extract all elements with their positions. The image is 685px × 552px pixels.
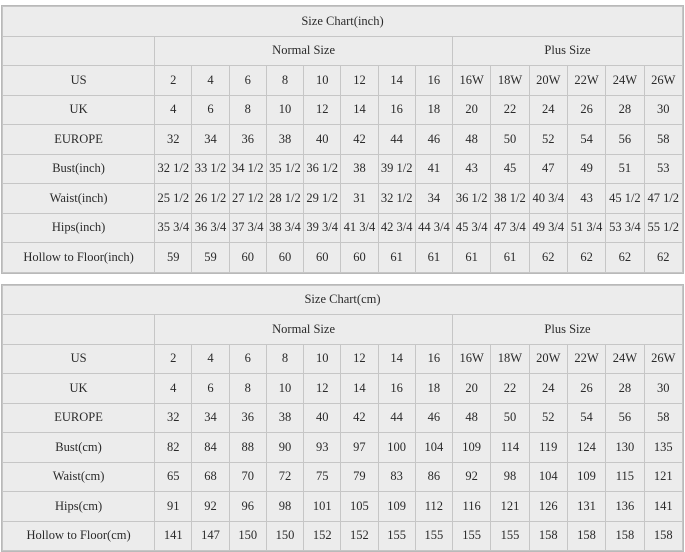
cell: 35 1/2 (266, 154, 303, 184)
cell: 45 (491, 154, 529, 184)
cell: 75 (304, 462, 341, 492)
table-row (3, 66, 683, 96)
cell: 58 (644, 403, 683, 433)
cell: 44 (378, 125, 415, 155)
size-chart-page (0, 5, 685, 534)
cell: 54 (567, 125, 605, 155)
table-row-title (3, 7, 683, 37)
cell: 121 (644, 462, 683, 492)
cell: 42 3/4 (378, 213, 415, 243)
cell: 47 3/4 (491, 213, 529, 243)
cell: 36 3/4 (192, 213, 229, 243)
cell: 40 3/4 (529, 184, 567, 214)
row-label-europe-inch: EUROPE (3, 125, 155, 155)
cell: 41 3/4 (341, 213, 378, 243)
cell: 155 (415, 521, 452, 551)
cell: 136 (606, 492, 644, 522)
cell: 30 (644, 374, 683, 404)
cell: 38 3/4 (266, 213, 303, 243)
table-row (3, 492, 683, 522)
cell: 91 (155, 492, 192, 522)
cell: 34 1/2 (229, 154, 266, 184)
cell: 82 (155, 433, 192, 463)
row-label-us-cm: US (3, 344, 155, 374)
cell: 52 (529, 403, 567, 433)
cell: 70 (229, 462, 266, 492)
table-row (3, 374, 683, 404)
table-row (3, 213, 683, 243)
cell: 10 (304, 66, 341, 96)
cell: 8 (266, 344, 303, 374)
cell: 8 (229, 95, 266, 125)
cell: 60 (304, 243, 341, 273)
cell: 60 (229, 243, 266, 273)
cell: 141 (155, 521, 192, 551)
cell: 39 3/4 (304, 213, 341, 243)
cell: 40 (304, 125, 341, 155)
cell: 44 (378, 403, 415, 433)
chart-title-inch: Size Chart(inch) (3, 7, 683, 37)
cell: 52 (529, 125, 567, 155)
cell: 68 (192, 462, 229, 492)
cell: 20 (453, 374, 491, 404)
cell: 29 1/2 (304, 184, 341, 214)
cell: 48 (453, 125, 491, 155)
cell: 16 (415, 344, 452, 374)
cell: 83 (378, 462, 415, 492)
cell: 126 (529, 492, 567, 522)
cell: 48 (453, 403, 491, 433)
cell: 16W (453, 66, 491, 96)
cell: 50 (491, 125, 529, 155)
cell: 16 (378, 374, 415, 404)
cell: 18 (415, 95, 452, 125)
cell: 150 (266, 521, 303, 551)
cell: 97 (341, 433, 378, 463)
group-header-normal-cm: Normal Size (155, 315, 453, 345)
cell: 6 (192, 95, 229, 125)
cell: 18 (415, 374, 452, 404)
cell: 33 1/2 (192, 154, 229, 184)
cell: 158 (606, 521, 644, 551)
cell: 92 (453, 462, 491, 492)
cell: 141 (644, 492, 683, 522)
cell: 2 (155, 66, 192, 96)
table-row (3, 184, 683, 214)
cell: 34 (192, 403, 229, 433)
cell: 6 (229, 344, 266, 374)
table-row (3, 243, 683, 273)
cell: 22W (567, 66, 605, 96)
cell: 28 (606, 95, 644, 125)
cell: 4 (155, 374, 192, 404)
cell: 79 (341, 462, 378, 492)
cell: 24W (606, 66, 644, 96)
cell: 116 (453, 492, 491, 522)
cell: 10 (304, 344, 341, 374)
cell: 16 (378, 95, 415, 125)
row-label-bust-inch: Bust(inch) (3, 154, 155, 184)
cell: 60 (266, 243, 303, 273)
size-chart-inch-block (1, 5, 684, 274)
cell: 32 1/2 (155, 154, 192, 184)
cell: 43 (453, 154, 491, 184)
cell: 90 (266, 433, 303, 463)
cell: 62 (644, 243, 682, 273)
group-header-normal-inch: Normal Size (155, 36, 453, 66)
table-row (3, 521, 683, 551)
cell: 26W (644, 344, 683, 374)
row-label-uk-inch: UK (3, 95, 155, 125)
cell: 155 (491, 521, 529, 551)
chart-title-cm: Size Chart(cm) (3, 285, 683, 315)
cell: 121 (491, 492, 529, 522)
cell: 104 (529, 462, 567, 492)
cell: 88 (229, 433, 266, 463)
cell: 14 (341, 95, 378, 125)
cell: 56 (606, 125, 644, 155)
cell: 60 (341, 243, 378, 273)
cell: 42 (341, 125, 378, 155)
row-label-bust-cm: Bust(cm) (3, 433, 155, 463)
cell: 62 (606, 243, 644, 273)
table-row (3, 403, 683, 433)
table-row-groups (3, 315, 683, 345)
group-header-plus-inch: Plus Size (453, 36, 683, 66)
cell: 55 1/2 (644, 213, 682, 243)
cell: 158 (644, 521, 683, 551)
cell: 119 (529, 433, 567, 463)
cell: 45 3/4 (453, 213, 491, 243)
cell: 36 1/2 (453, 184, 491, 214)
cell: 28 (606, 374, 644, 404)
cell: 28 1/2 (266, 184, 303, 214)
row-label-waist-cm: Waist(cm) (3, 462, 155, 492)
cell: 112 (415, 492, 452, 522)
cell: 16 (415, 66, 452, 96)
cell: 46 (415, 403, 452, 433)
corner-cell-cm (3, 315, 155, 345)
cell: 22W (567, 344, 605, 374)
cell: 26 1/2 (192, 184, 229, 214)
cell: 36 (229, 403, 266, 433)
cell: 86 (415, 462, 452, 492)
corner-cell-inch (3, 36, 155, 66)
cell: 35 3/4 (155, 213, 192, 243)
table-row (3, 433, 683, 463)
row-label-hips-inch: Hips(inch) (3, 213, 155, 243)
cell: 62 (529, 243, 567, 273)
cell: 2 (155, 344, 192, 374)
cell: 24 (529, 95, 567, 125)
cell: 14 (341, 374, 378, 404)
cell: 4 (192, 66, 229, 96)
table-row (3, 154, 683, 184)
cell: 20W (529, 66, 567, 96)
cell: 59 (155, 243, 192, 273)
cell: 104 (415, 433, 452, 463)
cell: 12 (341, 66, 378, 96)
cell: 61 (491, 243, 529, 273)
cell: 39 1/2 (378, 154, 415, 184)
cell: 38 (341, 154, 378, 184)
cell: 93 (304, 433, 341, 463)
cell: 37 3/4 (229, 213, 266, 243)
cell: 34 (415, 184, 452, 214)
cell: 114 (491, 433, 529, 463)
cell: 36 (229, 125, 266, 155)
cell: 115 (606, 462, 644, 492)
cell: 26 (567, 95, 605, 125)
cell: 4 (192, 344, 229, 374)
cell: 43 (567, 184, 605, 214)
cell: 109 (567, 462, 605, 492)
cell: 30 (644, 95, 682, 125)
cell: 51 (606, 154, 644, 184)
row-label-europe-cm: EUROPE (3, 403, 155, 433)
group-header-plus-cm: Plus Size (453, 315, 683, 345)
cell: 14 (378, 344, 415, 374)
cell: 38 (266, 125, 303, 155)
cell: 32 1/2 (378, 184, 415, 214)
table-row-groups (3, 36, 683, 66)
cell: 40 (304, 403, 341, 433)
cell: 155 (453, 521, 491, 551)
cell: 20 (453, 95, 491, 125)
cell: 98 (491, 462, 529, 492)
cell: 45 1/2 (606, 184, 644, 214)
table-row (3, 462, 683, 492)
row-label-hollow-to-floor-inch: Hollow to Floor(inch) (3, 243, 155, 273)
cell: 147 (192, 521, 229, 551)
row-label-waist-inch: Waist(inch) (3, 184, 155, 214)
cell: 61 (415, 243, 452, 273)
cell: 47 1/2 (644, 184, 682, 214)
cell: 61 (378, 243, 415, 273)
row-label-hollow-to-floor-cm: Hollow to Floor(cm) (3, 521, 155, 551)
size-chart-cm-table (2, 285, 683, 552)
cell: 105 (341, 492, 378, 522)
cell: 22 (491, 374, 529, 404)
size-chart-inch-table (2, 6, 683, 273)
cell: 25 1/2 (155, 184, 192, 214)
cell: 10 (266, 95, 303, 125)
cell: 38 (266, 403, 303, 433)
cell: 46 (415, 125, 452, 155)
cell: 72 (266, 462, 303, 492)
cell: 20W (529, 344, 567, 374)
cell: 16W (453, 344, 491, 374)
cell: 84 (192, 433, 229, 463)
cell: 8 (266, 66, 303, 96)
cell: 24W (606, 344, 644, 374)
cell: 51 3/4 (567, 213, 605, 243)
cell: 59 (192, 243, 229, 273)
cell: 26 (567, 374, 605, 404)
cell: 34 (192, 125, 229, 155)
cell: 12 (304, 95, 341, 125)
cell: 109 (378, 492, 415, 522)
cell: 10 (266, 374, 303, 404)
table-row (3, 95, 683, 125)
cell: 50 (491, 403, 529, 433)
cell: 58 (644, 125, 682, 155)
cell: 8 (229, 374, 266, 404)
cell: 100 (378, 433, 415, 463)
cell: 158 (529, 521, 567, 551)
cell: 22 (491, 95, 529, 125)
cell: 31 (341, 184, 378, 214)
cell: 6 (229, 66, 266, 96)
table-row (3, 344, 683, 374)
cell: 12 (341, 344, 378, 374)
cell: 92 (192, 492, 229, 522)
cell: 27 1/2 (229, 184, 266, 214)
cell: 56 (606, 403, 644, 433)
cell: 14 (378, 66, 415, 96)
cell: 47 (529, 154, 567, 184)
cell: 18W (491, 344, 529, 374)
cell: 32 (155, 125, 192, 155)
cell: 42 (341, 403, 378, 433)
cell: 49 (567, 154, 605, 184)
row-label-hips-cm: Hips(cm) (3, 492, 155, 522)
cell: 49 3/4 (529, 213, 567, 243)
cell: 101 (304, 492, 341, 522)
cell: 65 (155, 462, 192, 492)
cell: 109 (453, 433, 491, 463)
cell: 131 (567, 492, 605, 522)
table-row (3, 125, 683, 155)
cell: 18W (491, 66, 529, 96)
cell: 38 1/2 (491, 184, 529, 214)
cell: 158 (567, 521, 605, 551)
cell: 6 (192, 374, 229, 404)
row-label-us-inch: US (3, 66, 155, 96)
cell: 24 (529, 374, 567, 404)
cell: 53 (644, 154, 682, 184)
cell: 53 3/4 (606, 213, 644, 243)
cell: 32 (155, 403, 192, 433)
size-chart-cm-block (1, 284, 684, 552)
cell: 130 (606, 433, 644, 463)
row-label-uk-cm: UK (3, 374, 155, 404)
table-row-title (3, 285, 683, 315)
cell: 44 3/4 (415, 213, 452, 243)
cell: 41 (415, 154, 452, 184)
cell: 98 (266, 492, 303, 522)
cell: 124 (567, 433, 605, 463)
cell: 150 (229, 521, 266, 551)
cell: 26W (644, 66, 682, 96)
cell: 12 (304, 374, 341, 404)
cell: 54 (567, 403, 605, 433)
cell: 36 1/2 (304, 154, 341, 184)
cell: 61 (453, 243, 491, 273)
cell: 62 (567, 243, 605, 273)
cell: 152 (304, 521, 341, 551)
cell: 155 (378, 521, 415, 551)
cell: 135 (644, 433, 683, 463)
cell: 4 (155, 95, 192, 125)
cell: 152 (341, 521, 378, 551)
cell: 96 (229, 492, 266, 522)
